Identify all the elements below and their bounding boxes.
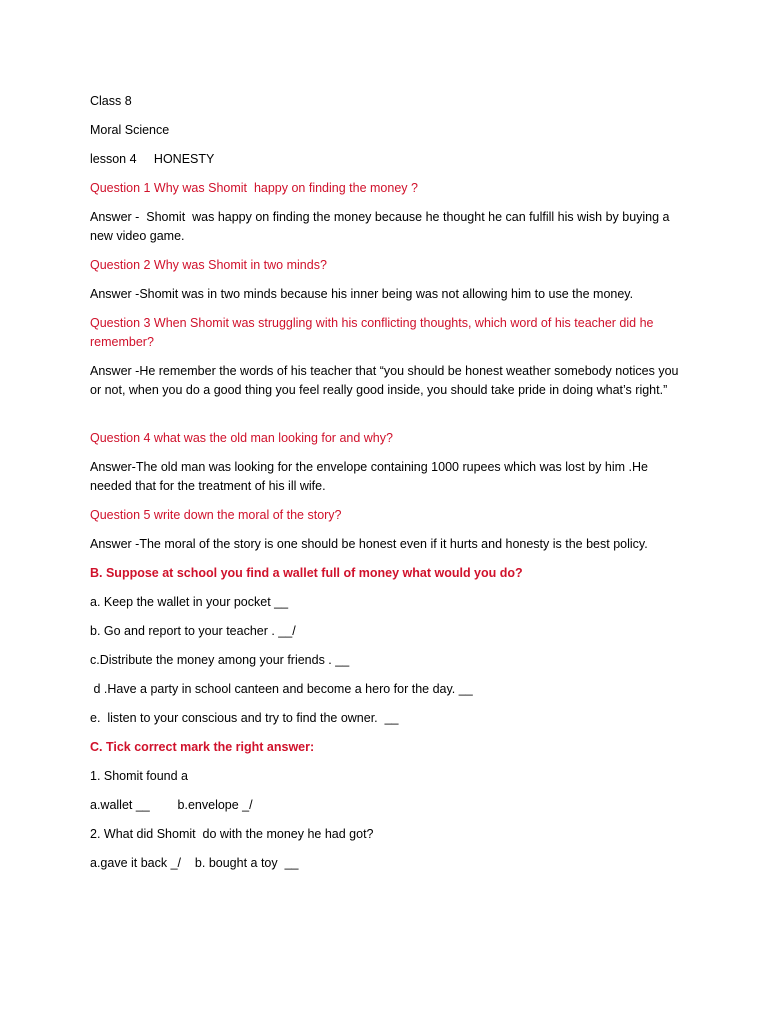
section-b-option-d: d .Have a party in school canteen and become a hero for the day. __ [90,682,473,696]
section-c-options-1: a.wallet __ b.envelope _/ [90,798,253,812]
section-c-question-1: 1. Shomit found a [90,769,188,783]
section-c-options-2: a.gave it back _/ b. bought a toy __ [90,856,299,870]
section-b-option-c: c.Distribute the money among your friends . __ [90,653,350,667]
answer-2: Answer -Shomit was in two minds because his inner being was not allowing him to use the money. [90,287,634,301]
section-c-question-2: 2. What did Shomit do with the money he had got? [90,827,374,841]
question-3: Question 3 When Shomit was struggling with his conflicting thoughts, which word of his teacher did he remember? [90,316,657,349]
section-c-heading: C. Tick correct mark the right answer: [90,740,315,754]
section-b-option-e: e. listen to your conscious and try to find the owner. __ [90,711,399,725]
answer-3: Answer -He remember the words of his teacher that “you should be honest weather somebody notices you or not, when you do a good thing you feel really good inside, you should take pride in doing what’s right.” [90,364,682,397]
subject-line: Moral Science [90,123,170,137]
class-line: Class 8 [90,94,132,108]
question-4: Question 4 what was the old man looking for and why? [90,431,393,445]
question-1: Question 1 Why was Shomit happy on finding the money ? [90,181,418,195]
answer-5: Answer -The moral of the story is one should be honest even if it hurts and honesty is the best policy. [90,537,648,551]
lesson-line: lesson 4 HONESTY [90,152,215,166]
answer-1: Answer - Shomit was happy on finding the money because he thought he can fulfill his wish by buying a new video game. [90,210,673,243]
question-2: Question 2 Why was Shomit in two minds? [90,258,327,272]
section-b-option-a: a. Keep the wallet in your pocket __ [90,595,289,609]
section-b-option-b: b. Go and report to your teacher . __/ [90,624,296,638]
question-5: Question 5 write down the moral of the story? [90,508,342,522]
answer-4: Answer-The old man was looking for the envelope containing 1000 rupees which was lost by him .He needed that for the treatment of his ill wife. [90,460,652,493]
section-b-heading: B. Suppose at school you find a wallet full of money what would you do? [90,566,523,580]
